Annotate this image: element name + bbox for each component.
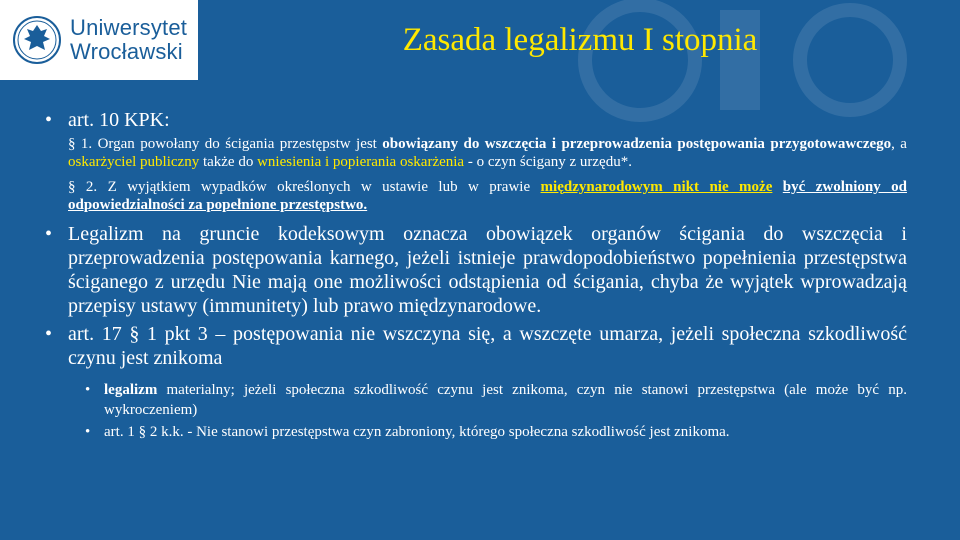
eagle-crest-icon	[12, 9, 62, 71]
bullet-text: art. 10 KPK:	[68, 109, 170, 131]
p1-text-2: , a	[891, 136, 907, 152]
bullet-text: art. 17 § 1 pkt 3 – postępowania nie wszczyna się, a wszczęte umarza, jeżeli społeczna szkodliwość czynu jest znikoma	[68, 323, 907, 369]
bullet-icon: •	[45, 323, 53, 345]
logo-line-1: Uniwersytet	[70, 15, 188, 40]
sub-bold: legalizm	[104, 382, 158, 398]
bullet-icon: •	[45, 109, 53, 131]
sub-text: materialny; jeżeli społeczna szkodliwość czynu jest znikoma, czyn nie stanowi przestępstwa (ale może być np. wykroczeniem)	[104, 382, 907, 418]
p2-text: § 2. Z wyjątkiem wypadków określonych w ustawie lub w prawie	[68, 179, 541, 195]
p1-text-4: - o czyn ścigany z urzędu*.	[464, 153, 632, 170]
bullet-text: Legalizm na gruncie kodeksowym oznacza obowiązek organów ścigania do wszczęcia i przeprowadzenia postępowania karnego, jeżeli istnieje prawdopodobieństwo popełnienia przestępstwa ściganego z urzędu Nie mają one możliwości odstąpienia od ścigania, chyba że wyjątek wprowadzają przepisy ustawy (immunitety) lub prawo międzynarodowe.	[68, 223, 907, 317]
sub-bullet-legalizm-materialny	[45, 380, 907, 420]
paragraph-2	[68, 179, 907, 214]
p1-bold: obowiązany do wszczęcia i przeprowadzenia postępowania przygotowawczego	[382, 136, 892, 152]
bullet-legalizm	[45, 222, 907, 318]
p2-yellow: międzynarodowym nikt nie może	[540, 179, 773, 195]
logo-line-2: Wrocławski	[70, 39, 183, 64]
p2-space	[772, 179, 782, 195]
p1-yellow-2: wniesienia i popierania oskarżenia	[257, 153, 465, 170]
p1-text-3: także do	[199, 153, 258, 170]
bullet-art-10	[45, 108, 907, 132]
p1-yellow-1: oskarżyciel publiczny	[68, 153, 200, 170]
p1-text: § 1. Organ powołany do ścigania przestępstw jest	[68, 136, 383, 152]
sub-text: art. 1 § 2 k.k. - Nie stanowi przestępstwa czyn zabroniony, którego społeczna szkodliwość jest znikoma.	[104, 424, 730, 440]
slide-title: Zasada legalizmu I stopnia	[402, 22, 758, 58]
bullet-icon: •	[85, 382, 91, 398]
bullet-icon: •	[85, 424, 91, 440]
university-logo	[0, 0, 198, 80]
p2-bold: być zwolniony od odpowiedzialności za popełnione przestępstwo.	[68, 179, 908, 213]
bullet-icon: •	[45, 223, 53, 245]
bullet-art-17	[45, 322, 907, 370]
sub-bullet-art-1	[45, 422, 907, 442]
paragraph-1	[68, 136, 907, 171]
slide-content	[45, 108, 907, 442]
